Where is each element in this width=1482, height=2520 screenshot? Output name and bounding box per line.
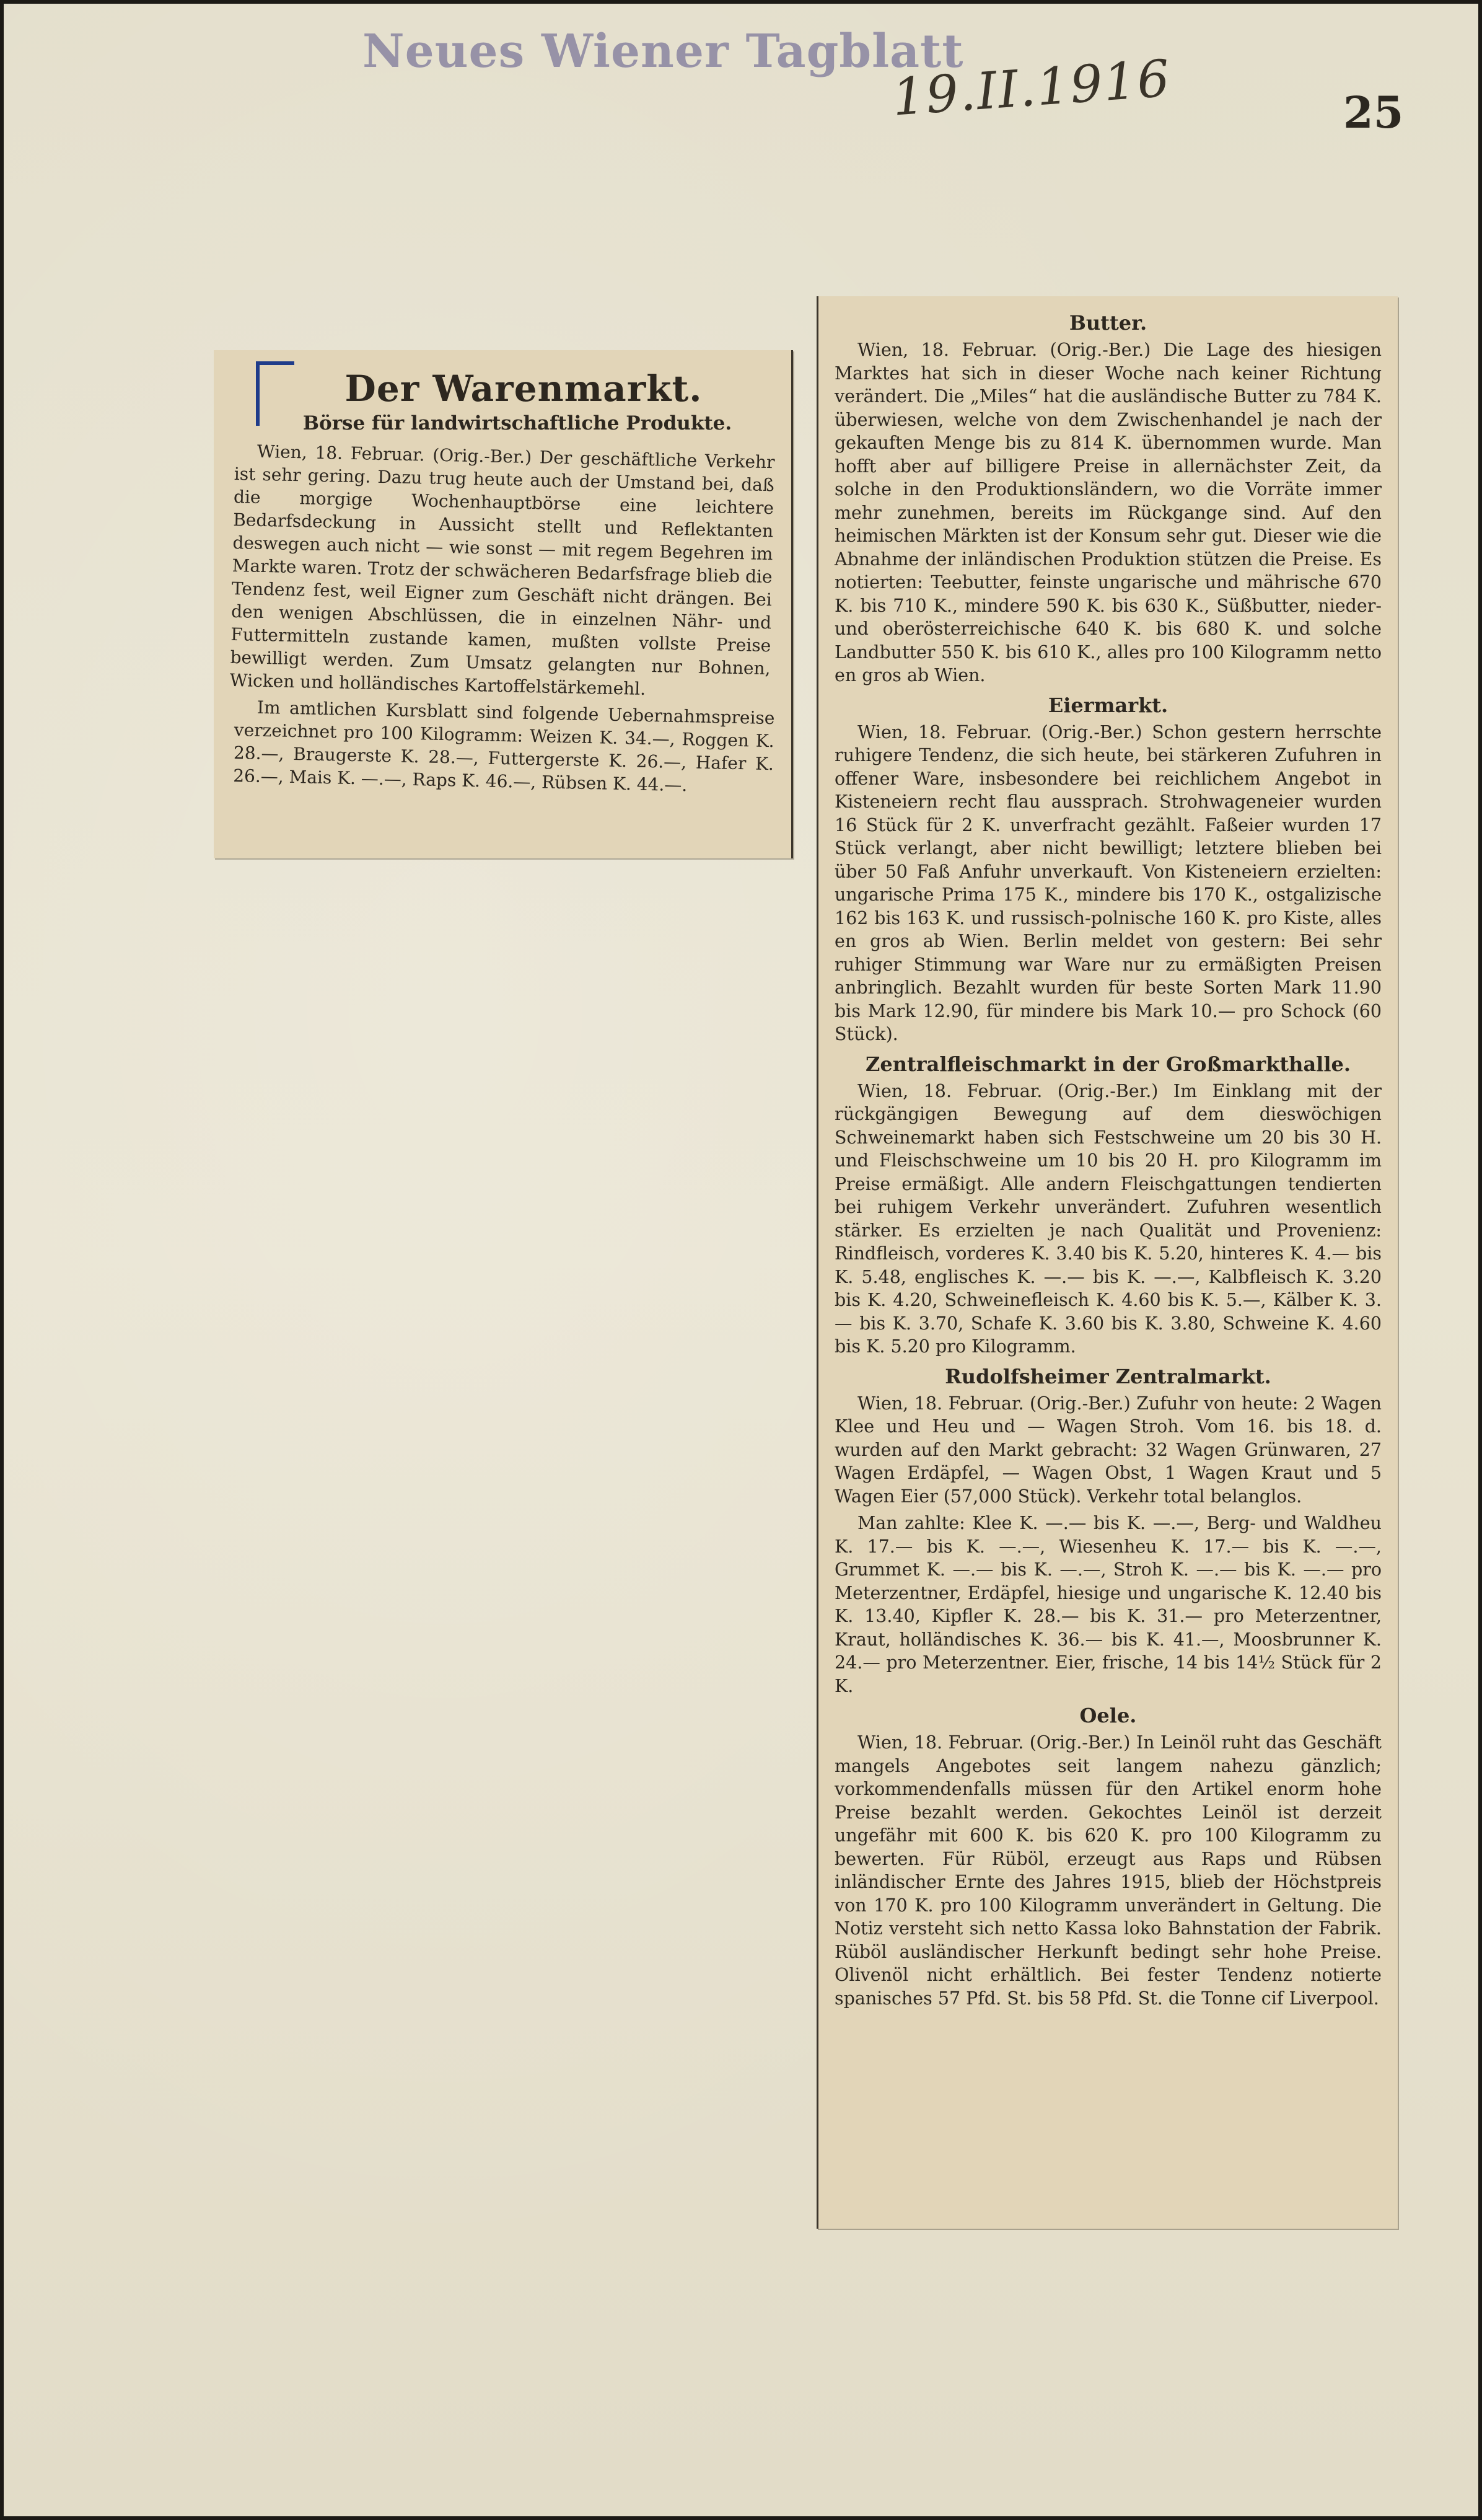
article-subtitle: Börse für landwirtschaftliche Produkte. <box>302 412 732 434</box>
section-butter <box>835 311 1382 687</box>
section-paragraph: Wien, 18. Februar. (Orig.-Ber.) Im Einklang mit der rückgängigen Bewegung auf dem dieswöchigen Schweinemarkt haben sich Festschweine um 20 bis 30 H. und Fleischschweine um 10 bis 20 H. pro Kilogramm im Preise ermäßigt. Alle andern Fleischgattungen tendierten bei ruhigem Verkehr unverändert. Zufuhren wesentlich stärker. Es erzielten je nach Qualität und Provenienz: Rindfleisch, vorderes K. 3.40 bis K. 5.20, hinteres K. 4.— bis K. 5.48, englisches K. —.— bis K. —.—, Kalbfleisch K. 3.20 bis K. 4.20, Schweinefleisch K. 4.60 bis K. 5.—, Kälber K. 3.— bis K. 3.70, Schafe K. 3.60 bis K. 3.80, Schweine K. 4.60 bis K. 5.20 pro Kilogramm. <box>835 1080 1382 1357</box>
handwritten-date: 19.II.1916 <box>890 49 1173 128</box>
section-paragraph: Wien, 18. Februar. (Orig.-Ber.) In Leinöl ruht das Geschäft mangels Angebotes seit langem nahezu gänzlich; vorkommendenfalls müssen für den Artikel enorm hohe Preise bezahlt werden. Gekochtes Leinöl ist derzeit ungefähr mit 600 K. bis 620 K. pro 100 Kilogramm zu bewerten. Für Rüböl, erzeugt aus Raps und Rübsen inländischer Ernte des Jahres 1915, blieb der Höchstpreis von 170 K. pro 100 Kilogramm unverändert in Geltung. Die Notiz versteht sich netto Kassa loko Bahnstation der Fabrik. Rüböl ausländischer Herkunft bedingt sehr hohe Preise. Olivenöl nicht erhältlich. Bei fester Tendenz notierte spanisches 57 Pfd. St. bis 58 Pfd. St. die Tonne cif Liverpool. <box>835 1732 1382 2009</box>
section-paragraph: Wien, 18. Februar. (Orig.-Ber.) Schon gestern herrschte ruhigere Tendenz, die sich heute, bei stärkeren Zufuhren in offener Ware, insbesondere bei reichlichem Angebot in Kisteneiern recht flau aussprach. Strohwageneier wurden 16 Stück für 2 K. unverfracht gezählt. Faßeier wurden 17 Stück verlangt, aber nicht bewilligt; letztere blieben bei über 50 Faß Anfuhr unverkauft. Von Kisteneiern erzielten: ungarische Prima 175 K., mindere bis 170 K., ostgalizische 162 bis 163 K. und russisch-polnische 160 K. pro Kiste, alles en gros ab Wien. Berlin meldet von gestern: Bei sehr ruhiger Stimmung war Ware nur zu ermäßigten Preisen anbringlich. Bezahlt wurden für beste Sorten Mark 11.90 bis Mark 12.90, für mindere bis Mark 10.— pro Schock (60 Stück). <box>835 721 1382 1044</box>
clipping-left <box>214 350 793 858</box>
article-title: Der Warenmarkt. <box>344 368 703 410</box>
article-paragraph: Im amtlichen Kursblatt sind folgende Uebernahmspreise verzeichnet pro 100 Kilogramm: Weizen K. 34.—, Roggen K. 28.—, Braugerste K. 28.—, Futtergerste K. 26.—, Hafer K. 26.—, Mais K. —.—, Raps K. 46.—, Rübsen K. 44.—. <box>232 697 775 796</box>
section-paragraph: Man zahlte: Klee K. —.— bis K. —.—, Berg- und Waldheu K. 17.— bis K. —.—, Wiesenheu K. 17.— bis K. —.—, Grummet K. —.— bis K. —.—, Stroh K. —.— bis K. —.— pro Meterzentner, Erdäpfel, hiesige und ungarische K. 12.40 bis K. 13.40, Kipfler K. 28.— bis K. 31.— pro Meterzentner, Kraut, holländisches K. 36.— bis K. 41.—, Moosbrunner K. 24.— pro Meterzentner. Eier, frische, 14 bis 14½ Stück für 2 K. <box>835 1513 1382 1696</box>
section-heading: Oele. <box>1079 1704 1137 1727</box>
section-zentralfleischmarkt <box>835 1052 1382 1359</box>
section-rudolfsheimer <box>835 1365 1382 1698</box>
section-heading: Zentralfleischmarkt in der Großmarkthalle. <box>866 1052 1351 1076</box>
section-eiermarkt <box>835 694 1382 1046</box>
section-paragraph: Wien, 18. Februar. (Orig.-Ber.) Die Lage des hiesigen Marktes hat sich in dieser Woche nach keiner Richtung verändert. Die „Miles“ hat die ausländische Butter zu 784 K. überwiesen, welche von dem Zwischenhandel je nach der gekauften Menge bis zu 814 K. übernommen wurde. Man hofft aber auf billigere Preise in allernächster Zeit, da solche in den Produktionsländern, wo die Vorräte immer mehr zunehmen, bereits im Rückgange sind. Auf den heimischen Märkten ist der Konsum sehr gut. Dieser wie die Abnahme der inländischen Produktion stützen die Preise. Es notierten: Teebutter, feinste ungarische und mährische 670 K. bis 710 K., mindere 590 K. bis 630 K., Süßbutter, nieder- und oberösterreichische 640 K. bis 680 K. und solche Landbutter 550 K. bis 610 K., alles pro 100 Kilogramm netto en gros ab Wien. <box>835 340 1382 685</box>
newspaper-stamp: Neues Wiener Tagblatt <box>362 25 964 78</box>
blue-pencil-mark <box>256 361 294 426</box>
section-heading: Rudolfsheimer Zentralmarkt. <box>945 1364 1271 1388</box>
section-heading: Eiermarkt. <box>1048 693 1168 717</box>
section-paragraph: Wien, 18. Februar. (Orig.-Ber.) Zufuhr von heute: 2 Wagen Klee und Heu und — Wagen Stroh. Vom 16. bis 18. d. wurden auf den Markt gebracht: 32 Wagen Grünwaren, 27 Wagen Erdäpfel, — Wagen Obst, 1 Wagen Kraut und 5 Wagen Eier (57,000 Stück). Verkehr total belanglos. <box>835 1393 1382 1507</box>
section-oele <box>835 1704 1382 2010</box>
article-paragraph: Wien, 18. Februar. (Orig.-Ber.) Der geschäftliche Verkehr ist sehr gering. Dazu trug heute auch der Umstand bei, daß die morgige Wochenhauptbörse eine leichtere Bedarfsdeckung in Aussicht stellt und Reflektanten deswegen auch nicht — wie sonst — mit regem Begehren im Markte waren. Trotz der schwächeren Bedarfsfrage blieb die Tendenz fest, weil Eigner zum Geschäft nicht drängen. Bei den wenigen Abschlüssen, die in einzelnen Nähr- und Futtermitteln zustande kamen, mußten vollste Preise bewilligt werden. Zum Umsatz gelangten nur Bohnen, Wicken und holländisches Kartoffelstärkemehl. <box>229 441 775 699</box>
section-heading: Butter. <box>1069 311 1147 335</box>
clipping-right <box>817 296 1398 2229</box>
page-number: 25 <box>1343 87 1404 138</box>
